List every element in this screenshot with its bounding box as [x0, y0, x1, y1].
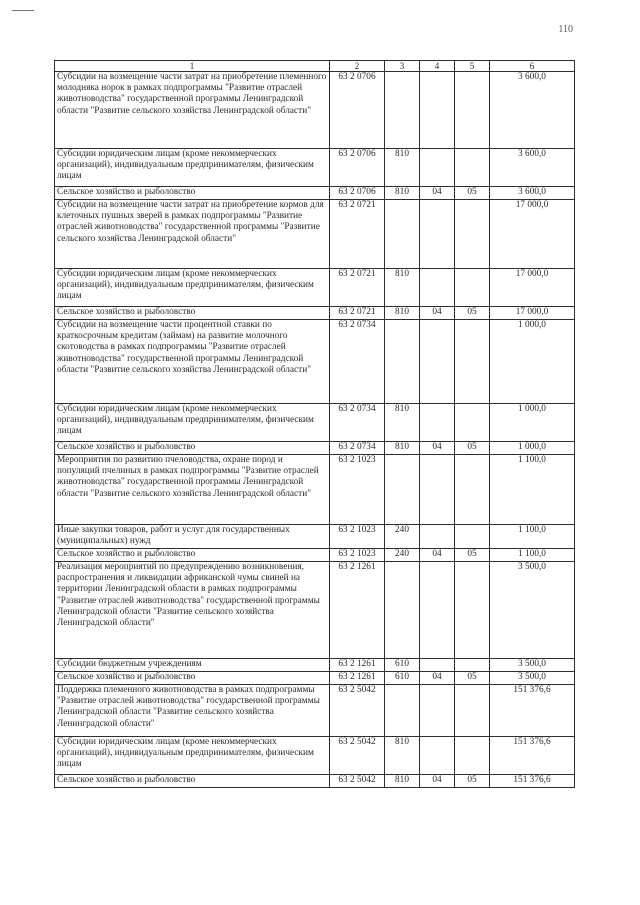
budget-table [54, 60, 575, 788]
table-header-row [55, 61, 575, 72]
section-code [420, 685, 455, 737]
target-article-code: 63 2 5042 [330, 737, 385, 775]
section-code [420, 269, 455, 307]
row-description: Сельское хозяйство и рыболовство [55, 775, 330, 788]
table-row [55, 672, 575, 685]
amount-value: 151 376,6 [490, 737, 575, 775]
subsection-code [455, 269, 490, 307]
target-article-code: 63 2 5042 [330, 775, 385, 788]
table-row [55, 549, 575, 562]
row-description: Реализация мероприятий по предупреждению возникновения, распространения и ликвидации африканской чумы свиней на территории Ленинградской области в рамках подпрограммы "Развитие отраслей животноводства" государственной программы Ленинградской области "Развитие сельского хозяйства Ленинградской области" [55, 562, 330, 659]
expense-type-code: 240 [385, 525, 420, 549]
amount-value: 17 000,0 [490, 200, 575, 269]
amount-value: 3 500,0 [490, 672, 575, 685]
header-cell: 3 [385, 61, 420, 72]
row-description: Поддержка племенного животноводства в рамках подпрограммы "Развитие отраслей животноводства" государственной программы Ленинградской области "Развитие сельского хозяйства Ленинградской области" [55, 685, 330, 737]
expense-type-code: 810 [385, 269, 420, 307]
header-cell: 5 [455, 61, 490, 72]
row-description: Субсидии юридическим лицам (кроме некоммерческих организаций), индивидуальным предпринимателям, физическим лицам [55, 269, 330, 307]
table-row [55, 404, 575, 442]
amount-value: 3 600,0 [490, 187, 575, 200]
row-description: Субсидии на возмещение части затрат на приобретение племенного молодняка норок в рамках подпрограммы "Развитие отраслей животноводства" государственной программы Ленинградской области "Развитие сельского хозяйства Ленинградской области" [55, 72, 330, 149]
subsection-code [455, 659, 490, 672]
row-description: Субсидии на возмещение части процентной ставки по краткосрочным кредитам (займам) на развитие молочного скотоводства в рамках подпрограммы "Развитие отраслей животноводства" государственной программы Ленинградской области "Развитие сельского хозяйства Ленинградской области" [55, 320, 330, 404]
row-description: Субсидии юридическим лицам (кроме некоммерческих организаций), индивидуальным предпринимателям, физическим лицам [55, 404, 330, 442]
section-code [420, 737, 455, 775]
table-row [55, 320, 575, 404]
target-article-code: 63 2 1261 [330, 659, 385, 672]
amount-value: 3 500,0 [490, 562, 575, 659]
subsection-code: 05 [455, 187, 490, 200]
amount-value: 1 000,0 [490, 320, 575, 404]
target-article-code: 63 2 0706 [330, 72, 385, 149]
table-row [55, 562, 575, 659]
row-description: Субсидии бюджетным учреждениям [55, 659, 330, 672]
table-row [55, 775, 575, 788]
section-code [420, 200, 455, 269]
row-description: Сельское хозяйство и рыболовство [55, 187, 330, 200]
amount-value: 1 100,0 [490, 455, 575, 525]
target-article-code: 63 2 0706 [330, 149, 385, 187]
expense-type-code: 240 [385, 549, 420, 562]
target-article-code: 63 2 0734 [330, 404, 385, 442]
expense-type-code: 610 [385, 672, 420, 685]
subsection-code: 05 [455, 442, 490, 455]
amount-value: 1 000,0 [490, 442, 575, 455]
target-article-code: 63 2 1023 [330, 525, 385, 549]
table-row [55, 525, 575, 549]
subsection-code [455, 149, 490, 187]
amount-value: 1 100,0 [490, 525, 575, 549]
expense-type-code [385, 72, 420, 149]
expense-type-code: 810 [385, 442, 420, 455]
table-row [55, 307, 575, 320]
target-article-code: 63 2 5042 [330, 685, 385, 737]
scan-corner-mark [12, 10, 34, 11]
amount-value: 3 500,0 [490, 659, 575, 672]
section-code [420, 525, 455, 549]
expense-type-code [385, 320, 420, 404]
section-code: 04 [420, 672, 455, 685]
section-code [420, 72, 455, 149]
target-article-code: 63 2 1023 [330, 549, 385, 562]
subsection-code: 05 [455, 672, 490, 685]
subsection-code: 05 [455, 307, 490, 320]
subsection-code: 05 [455, 775, 490, 788]
target-article-code: 63 2 0721 [330, 200, 385, 269]
table-row [55, 455, 575, 525]
expense-type-code: 810 [385, 149, 420, 187]
row-description: Сельское хозяйство и рыболовство [55, 672, 330, 685]
section-code [420, 320, 455, 404]
amount-value: 3 600,0 [490, 149, 575, 187]
section-code: 04 [420, 187, 455, 200]
subsection-code [455, 404, 490, 442]
expense-type-code [385, 685, 420, 737]
row-description: Иные закупки товаров, работ и услуг для государственных (муниципальных) нужд [55, 525, 330, 549]
target-article-code: 63 2 0734 [330, 320, 385, 404]
subsection-code [455, 320, 490, 404]
section-code: 04 [420, 307, 455, 320]
section-code [420, 149, 455, 187]
amount-value: 17 000,0 [490, 269, 575, 307]
expense-type-code: 810 [385, 307, 420, 320]
subsection-code [455, 200, 490, 269]
amount-value: 1 100,0 [490, 549, 575, 562]
section-code: 04 [420, 775, 455, 788]
table-row [55, 685, 575, 737]
subsection-code [455, 562, 490, 659]
subsection-code [455, 525, 490, 549]
section-code [420, 562, 455, 659]
table-row [55, 200, 575, 269]
subsection-code [455, 737, 490, 775]
expense-type-code [385, 200, 420, 269]
target-article-code: 63 2 0721 [330, 307, 385, 320]
subsection-code [455, 455, 490, 525]
table-row [55, 149, 575, 187]
target-article-code: 63 2 0706 [330, 187, 385, 200]
expense-type-code: 610 [385, 659, 420, 672]
row-description: Субсидии на возмещение части затрат на приобретение кормов для клеточных пушных зверей в рамках подпрограммы "Развитие отраслей животноводства" государственной программы "Развитие сельского хозяйства Ленинградской области" [55, 200, 330, 269]
amount-value: 3 600,0 [490, 72, 575, 149]
section-code: 04 [420, 442, 455, 455]
target-article-code: 63 2 1023 [330, 455, 385, 525]
row-description: Сельское хозяйство и рыболовство [55, 307, 330, 320]
target-article-code: 63 2 0734 [330, 442, 385, 455]
header-cell: 1 [55, 61, 330, 72]
target-article-code: 63 2 1261 [330, 562, 385, 659]
amount-value: 151 376,6 [490, 685, 575, 737]
section-code [420, 455, 455, 525]
expense-type-code: 810 [385, 187, 420, 200]
header-cell: 6 [490, 61, 575, 72]
row-description: Субсидии юридическим лицам (кроме некоммерческих организаций), индивидуальным предпринимателям, физическим лицам [55, 737, 330, 775]
row-description: Сельское хозяйство и рыболовство [55, 442, 330, 455]
section-code: 04 [420, 549, 455, 562]
row-description: Сельское хозяйство и рыболовство [55, 549, 330, 562]
target-article-code: 63 2 0721 [330, 269, 385, 307]
section-code [420, 404, 455, 442]
section-code [420, 659, 455, 672]
table-row [55, 269, 575, 307]
amount-value: 1 000,0 [490, 404, 575, 442]
page-number: 110 [558, 24, 573, 35]
header-cell: 4 [420, 61, 455, 72]
table-row [55, 187, 575, 200]
subsection-code: 05 [455, 549, 490, 562]
expense-type-code [385, 455, 420, 525]
header-cell: 2 [330, 61, 385, 72]
row-description: Субсидии юридическим лицам (кроме некоммерческих организаций), индивидуальным предпринимателям, физическим лицам [55, 149, 330, 187]
table-row [55, 659, 575, 672]
target-article-code: 63 2 1261 [330, 672, 385, 685]
row-description: Мероприятия по развитию пчеловодства, охране пород и популяций пчелиных в рамках подпрограммы "Развитие отраслей животноводства" государственной программы Ленинградской области "Развитие сельского хозяйства Ленинградской области" [55, 455, 330, 525]
amount-value: 17 000,0 [490, 307, 575, 320]
expense-type-code: 810 [385, 737, 420, 775]
expense-type-code: 810 [385, 775, 420, 788]
table-row [55, 737, 575, 775]
amount-value: 151 376,6 [490, 775, 575, 788]
table-row [55, 442, 575, 455]
table-row [55, 72, 575, 149]
expense-type-code: 810 [385, 404, 420, 442]
expense-type-code [385, 562, 420, 659]
subsection-code [455, 685, 490, 737]
subsection-code [455, 72, 490, 149]
